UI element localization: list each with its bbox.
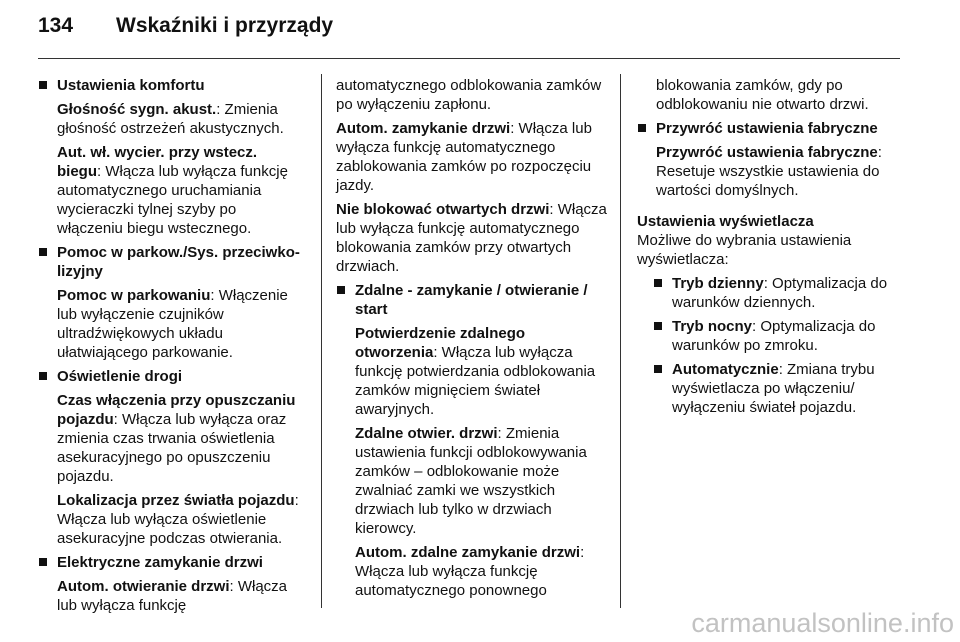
bullet-heading: Oświetlenie drogi [38,367,300,386]
paragraph [38,100,300,138]
watermark: carmanualsonline.info [691,608,954,638]
term: Autom. zdalne zamykanie drzwi [355,544,581,561]
description: : Włącza lub wyłącza funkcję [57,578,288,614]
paragraph: blokowania zamków, gdy po odblokowaniu nie otwarto drzwi. [656,77,869,113]
term: Nie blokować otwartych drzwi [336,201,550,218]
page-header [38,14,333,38]
list-item [653,317,899,355]
description: : Optymalizacja do warunków dziennych. [672,275,888,311]
header-rule [38,58,900,59]
bullet-heading: Zdalne - zamykanie / otwieranie / start [336,281,608,319]
term: Tryb dzienny [672,275,764,292]
description: : Włącza lub wyłącza funkcję potwierdzania odblokowania zamków mignięciem świateł awaryjnych. [355,344,596,418]
description: : Włącza lub wyłącza oświetlenie asekuracyjne podczas otwierania. [57,492,299,547]
description: : Zmienia ustawienia funkcji odblokowywania zamków – odblokowanie może zwalniać zamki we wszystkich drzwiach lub tylko w drzwiach kierowcy. [355,425,587,537]
bullet-heading: Ustawienia komfortu [38,76,300,95]
term: Autom. zamykanie drzwi [336,120,511,137]
term: Czas włączenia przy opuszczaniu pojazdu [57,392,296,428]
column-1 [38,76,300,620]
column-divider-1 [321,74,322,608]
term: Aut. wł. wycier. przy wstecz. biegu [57,144,258,180]
term: Zdalne otwier. drzwi [355,425,498,442]
term: Lokalizacja przez światła pojazdu [57,492,295,509]
description: : Włączenie lub wyłączenie czujników ultradźwiękowych układu ułatwiającego parkowanie. [57,287,288,361]
term: Tryb nocny [672,318,753,335]
term: Przywróć ustawienia fabryczne [656,144,878,161]
paragraph [38,491,300,548]
paragraph [38,143,300,238]
paragraph [336,424,608,538]
bullet-heading: Przywróć ustawienia fabryczne [637,119,899,138]
term: Automatycznie [672,361,779,378]
paragraph [38,391,300,486]
paragraph [336,324,608,419]
description: : Optymalizacja do warunków po zmroku. [672,318,876,354]
bullet-heading: Elektryczne zamykanie drzwi [38,553,300,572]
description: : Włącza lub wyłącza funkcję automatycznego uruchamiania wycieraczki tylnej szyby po włączeniu biegu wstecznego. [57,163,288,237]
page-number: 134 [38,14,74,37]
paragraph [38,286,300,362]
section-title: Ustawienia wyświetlacza [637,213,814,230]
description: : Zmienia głośność ostrzeżeń akustycznych. [57,101,284,137]
column-3 [637,76,899,422]
column-divider-2 [620,74,621,608]
term: Autom. otwieranie drzwi [57,578,230,595]
paragraph [336,119,608,195]
bullet-list [637,274,899,417]
list-item [653,360,899,417]
description: : Włącza lub wyłącza funkcję automatycznego zablokowania zamków po rozpoczęciu jazdy. [336,120,592,194]
description: : Włącza lub wyłącza funkcję automatycznego blokowania zamków przy otwartych drzwiach. [336,201,607,275]
paragraph: Możliwe do wybrania ustawienia wyświetlacza: [637,232,852,268]
description: : Włącza lub wyłącza funkcję automatycznego ponownego [355,544,585,599]
paragraph: automatycznego odblokowania zamków po wyłączeniu zapłonu. [336,77,602,113]
bullet-heading: Pomoc w parkow./Sys. przeciwkolizyjny [38,243,300,281]
paragraph [336,200,608,276]
description: : Resetuje wszystkie ustawienia do wartości domyślnych. [656,144,882,199]
page-title: Wskaźniki i przyrządy [116,14,334,37]
term: Potwierdzenie zdalnego otworzenia [355,325,526,361]
paragraph [38,577,300,615]
column-2 [336,76,608,605]
description: : Włącza lub wyłącza oraz zmienia czas trwania oświetlenia asekuracyjnego po opuszczeniu pojazdu. [57,411,287,485]
term: Głośność sygn. akust. [57,101,217,118]
paragraph [637,143,899,200]
list-item [653,274,899,312]
description: : Zmiana trybu wyświetlacza po włączeniu/ wyłączeniu świateł pojazdu. [672,361,875,416]
paragraph [336,543,608,600]
term: Pomoc w parkowaniu [57,287,211,304]
